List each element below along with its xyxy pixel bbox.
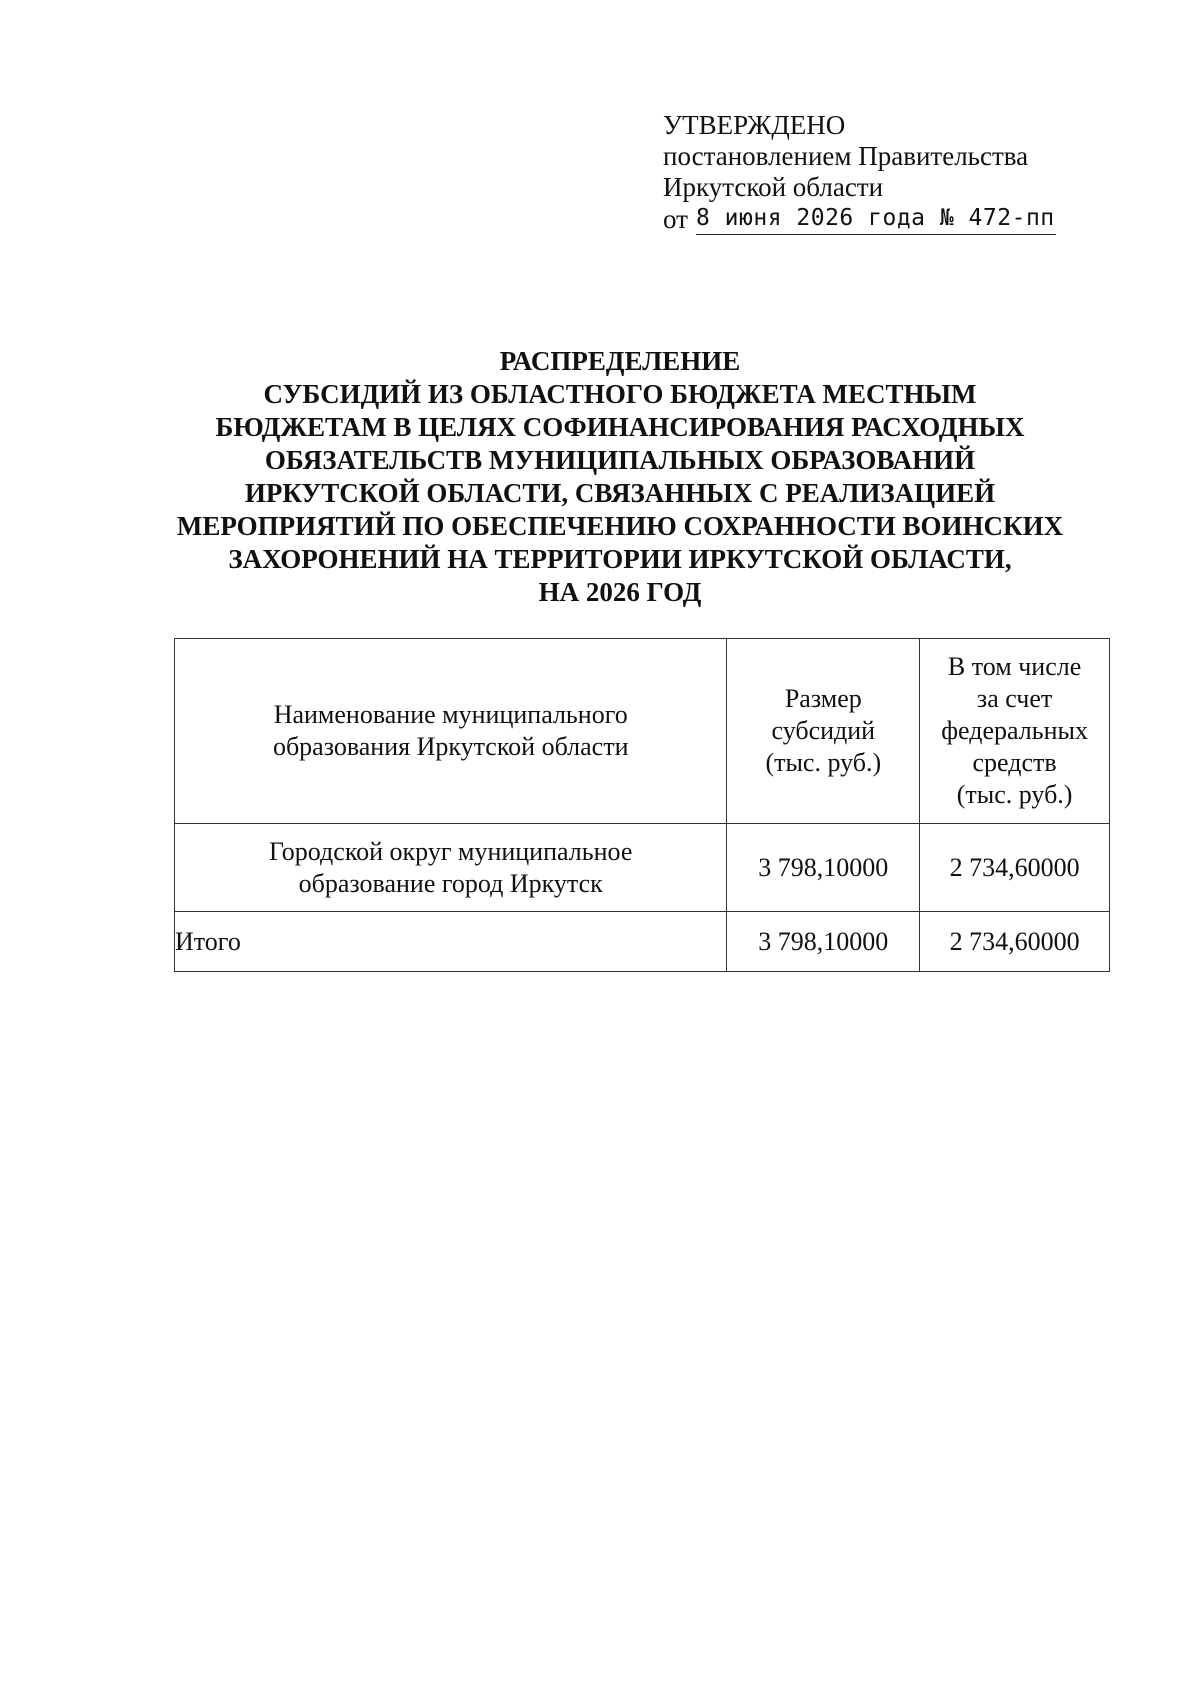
total-label: Итого — [175, 912, 727, 972]
header-text-line: В том числе — [947, 652, 1082, 681]
municipality-name — [175, 824, 727, 912]
total-row — [175, 912, 1110, 972]
header-municipality — [175, 639, 727, 824]
title-line: СУБСИДИЙ ИЗ ОБЛАСТНОГО БЮДЖЕТА МЕСТНЫМ — [263, 379, 977, 409]
header-subsidy-amount — [727, 639, 920, 824]
table-header-row — [175, 639, 1110, 824]
title-line: ИРКУТСКОЙ ОБЛАСТИ, СВЯЗАННЫХ С РЕАЛИЗАЦИЕЙ — [244, 478, 996, 508]
header-text-line: за счет — [976, 684, 1053, 713]
decree-date-number: 8 июня 2026 года № 472-пп — [696, 205, 1056, 235]
approval-issuer: постановлением Правительства — [663, 141, 1029, 171]
title-line: МЕРОПРИЯТИЙ ПО ОБЕСПЕЧЕНИЮ СОХРАННОСТИ ВОИНСКИХ — [176, 511, 1064, 541]
header-federal-funds — [920, 639, 1110, 824]
cell-text-line: Городской округ муниципальное — [269, 836, 633, 866]
approval-block — [663, 110, 1083, 235]
title-line: ЗАХОРОНЕНИЙ НА ТЕРРИТОРИИ ИРКУТСКОЙ ОБЛАСТИ, — [228, 544, 1012, 574]
header-text-line: Наименование муниципального — [273, 700, 628, 729]
date-prefix: от — [663, 204, 688, 234]
subsidy-distribution-table — [174, 638, 1110, 972]
federal-value: 2 734,60000 — [920, 824, 1110, 912]
cell-text-line: образование город Иркутск — [298, 868, 603, 898]
approval-date-line — [663, 204, 1083, 235]
title-line: БЮДЖЕТАМ В ЦЕЛЯХ СОФИНАНСИРОВАНИЯ РАСХОДНЫХ — [215, 412, 1025, 442]
header-text-line: (тыс. руб.) — [765, 748, 882, 777]
title-line: НА 2026 ГОД — [538, 577, 702, 607]
approval-heading: УТВЕРЖДЕНО — [663, 110, 846, 140]
header-text-line: образования Иркутской области — [272, 732, 629, 761]
document-title — [150, 345, 1090, 609]
approval-region: Иркутской области — [663, 172, 884, 202]
header-text-line: федеральных — [941, 716, 1088, 745]
table-row — [175, 824, 1110, 912]
header-text-line: Размер — [784, 684, 862, 713]
header-text-line: субсидий — [771, 716, 876, 745]
header-text-line: (тыс. руб.) — [956, 780, 1073, 809]
total-federal-value: 2 734,60000 — [920, 912, 1110, 972]
title-line: РАСПРЕДЕЛЕНИЕ — [499, 346, 741, 376]
title-line: ОБЯЗАТЕЛЬСТВ МУНИЦИПАЛЬНЫХ ОБРАЗОВАНИЙ — [264, 445, 976, 475]
header-text-line: средств — [972, 748, 1057, 777]
total-subsidy-value: 3 798,10000 — [727, 912, 920, 972]
subsidy-value: 3 798,10000 — [727, 824, 920, 912]
